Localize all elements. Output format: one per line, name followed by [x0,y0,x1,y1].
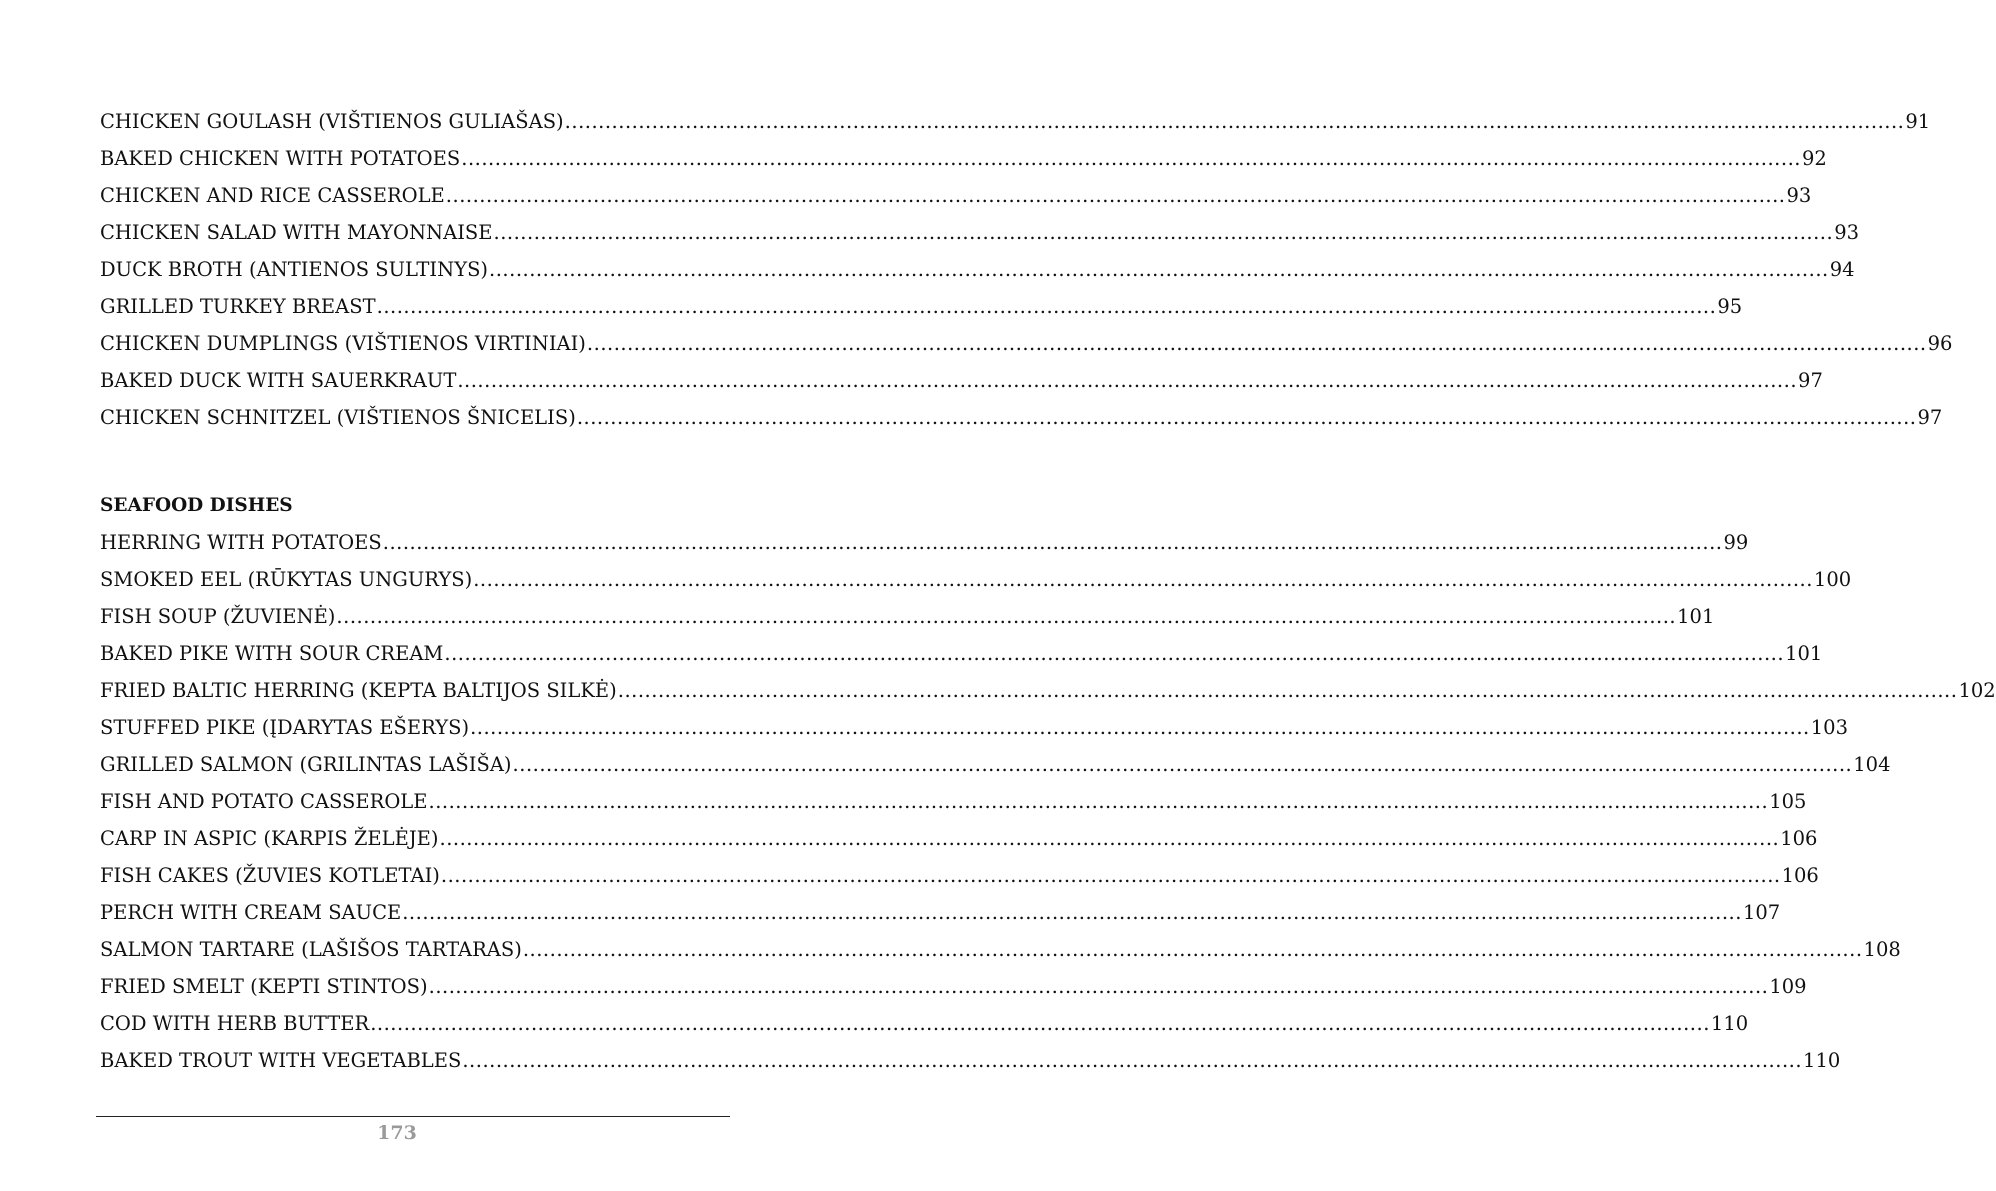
toc-entry-page: 106 [1781,864,1819,887]
toc-entry-title: CHICKEN SCHNITZEL (VIŠTIENOS ŠNICELIS) [100,406,576,429]
toc-entry-title: FISH AND POTATO CASSEROLE [100,790,428,813]
toc-entry-page: 104 [1853,753,1891,776]
toc-entry-title: CHICKEN SALAD WITH MAYONNAISE [100,221,493,244]
toc-entry-page: 92 [1801,147,1827,170]
toc-entry-page: 96 [1927,332,1953,355]
toc-entry[interactable] [100,894,1781,931]
toc-entry[interactable] [100,362,1823,399]
toc-entry[interactable] [100,561,1852,598]
toc-entry-title: CARP IN ASPIC (KARPIS ŽELĖJE) [100,827,439,850]
toc-entry-title: CHICKEN AND RICE CASSEROLE [100,184,445,207]
dot-leader: ........................................................................................................................................................................................................ [512,753,1853,776]
toc-entry[interactable] [100,103,1931,140]
dot-leader: ........................................................................................................................................................................................................ [440,864,1781,887]
dot-leader: ........................................................................................................................................................................................................ [576,406,1917,429]
dot-leader: ........................................................................................................................................................................................................ [493,221,1834,244]
toc-entry[interactable] [100,931,1901,968]
toc-entry-title: HERRING WITH POTATOES [100,531,382,554]
dot-leader: ........................................................................................................................................................................................................ [489,258,1829,281]
toc-entry-page: 110 [1803,1049,1841,1072]
toc-entry-title: GRILLED TURKEY BREAST [100,295,376,318]
toc-entry[interactable] [100,288,1743,325]
footer-divider [96,1116,730,1117]
page-number: 173 [377,1122,417,1144]
toc-entry-page: 109 [1769,975,1807,998]
table-of-contents [100,103,1996,1079]
dot-leader: ........................................................................................................................................................................................................ [370,1012,1710,1035]
toc-entry-page: 106 [1780,827,1818,850]
toc-entry[interactable] [100,857,1819,894]
dot-leader: ........................................................................................................................................................................................................ [376,295,1717,318]
toc-entry-title: FISH CAKES (ŽUVIES KOTLETAI) [100,864,440,887]
toc-entry-page: 93 [1834,221,1860,244]
toc-entry-page: 108 [1863,938,1901,961]
toc-entry-page: 91 [1905,110,1931,133]
dot-leader: ........................................................................................................................................................................................................ [444,642,1785,665]
toc-entry-page: 103 [1810,716,1848,739]
dot-leader: ........................................................................................................................................................................................................ [564,110,1905,133]
toc-entry-title: FRIED BALTIC HERRING (KEPTA BALTIJOS SILKĖ) [100,679,617,702]
toc-entry-title: CHICKEN DUMPLINGS (VIŠTIENOS VIRTINIAI) [100,332,586,355]
toc-entry-page: 107 [1742,901,1781,924]
dot-leader: ........................................................................................................................................................................................................ [617,679,1958,702]
toc-entry-title: FISH SOUP (ŽUVIENĖ) [100,605,336,628]
dot-leader: ........................................................................................................................................................................................................ [445,184,1786,207]
toc-entry[interactable] [100,598,1715,635]
toc-entry-page: 101 [1677,605,1715,628]
dot-leader: ........................................................................................................................................................................................................ [336,605,1677,628]
toc-entry[interactable] [100,399,1943,436]
seafood-section [100,487,1996,1079]
toc-entry-page: 99 [1723,531,1749,554]
toc-entry[interactable] [100,783,1807,820]
toc-entry-title: BAKED TROUT WITH VEGETABLES [100,1049,462,1072]
toc-entry[interactable] [100,140,1827,177]
toc-entry[interactable] [100,1005,1749,1042]
toc-entry-title: STUFFED PIKE (ĮDARYTAS EŠERYS) [100,716,470,739]
toc-entry[interactable] [100,214,1860,251]
dot-leader: ........................................................................................................................................................................................................ [473,568,1813,591]
toc-entry[interactable] [100,177,1812,214]
toc-entry-page: 105 [1769,790,1807,813]
poultry-section [100,103,1953,436]
toc-entry[interactable] [100,1042,1841,1079]
toc-entry[interactable] [100,672,1996,709]
toc-entry-title: DUCK BROTH (ANTIENOS SULTINYS) [100,258,489,281]
toc-entry-title: BAKED DUCK WITH SAUERKRAUT [100,369,457,392]
toc-entry-page: 93 [1786,184,1812,207]
toc-entry[interactable] [100,820,1818,857]
dot-leader: ........................................................................................................................................................................................................ [522,938,1863,961]
dot-leader: ........................................................................................................................................................................................................ [439,827,1780,850]
toc-entry[interactable] [100,968,1807,1005]
dot-leader: ........................................................................................................................................................................................................ [402,901,1742,924]
dot-leader: ........................................................................................................................................................................................................ [457,369,1798,392]
toc-entry-title: CHICKEN GOULASH (VIŠTIENOS GULIAŠAS) [100,110,564,133]
toc-entry-title: BAKED CHICKEN WITH POTATOES [100,147,461,170]
toc-entry-page: 100 [1813,568,1852,591]
dot-leader: ........................................................................................................................................................................................................ [586,332,1927,355]
toc-entry-title: COD WITH HERB BUTTER [100,1012,370,1035]
toc-entry-page: 102 [1958,679,1996,702]
toc-entry-page: 110 [1710,1012,1749,1035]
toc-entry-title: SALMON TARTARE (LAŠIŠOS TARTARAS) [100,938,522,961]
dot-leader: ........................................................................................................................................................................................................ [470,716,1810,739]
toc-entry[interactable] [100,251,1855,288]
section-heading: SEAFOOD DISHES [100,495,293,516]
toc-entry-title: FRIED SMELT (KEPTI STINTOS) [100,975,428,998]
dot-leader: ........................................................................................................................................................................................................ [461,147,1801,170]
toc-entry[interactable] [100,635,1823,672]
toc-entry-title: SMOKED EEL (RŪKYTAS UNGURYS) [100,568,473,591]
toc-entry-page: 94 [1829,258,1855,281]
dot-leader: ........................................................................................................................................................................................................ [428,975,1769,998]
toc-entry[interactable] [100,709,1848,746]
toc-entry[interactable] [100,325,1953,362]
toc-entry-title: PERCH WITH CREAM SAUCE [100,901,402,924]
toc-entry-title: BAKED PIKE WITH SOUR CREAM [100,642,444,665]
toc-entry-title: GRILLED SALMON (GRILINTAS LAŠIŠA) [100,753,512,776]
dot-leader: ........................................................................................................................................................................................................ [462,1049,1803,1072]
toc-entry-page: 97 [1917,406,1943,429]
toc-entry[interactable] [100,746,1891,783]
dot-leader: ........................................................................................................................................................................................................ [382,531,1723,554]
toc-entry-page: 97 [1798,369,1823,392]
dot-leader: ........................................................................................................................................................................................................ [428,790,1769,813]
toc-entry[interactable] [100,524,1749,561]
toc-entry-page: 101 [1785,642,1823,665]
toc-entry-page: 95 [1717,295,1743,318]
